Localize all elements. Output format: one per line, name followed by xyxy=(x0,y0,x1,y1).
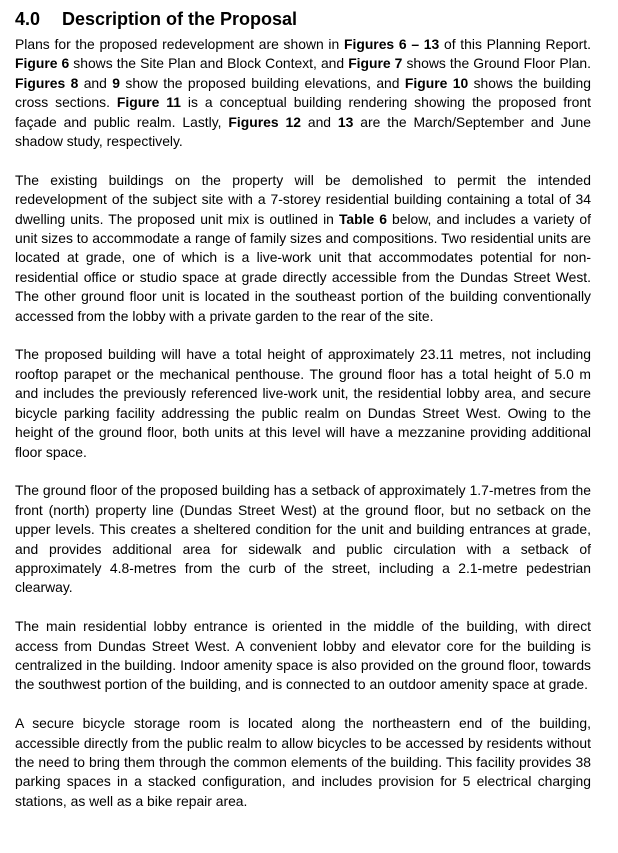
paragraph-text: shows the building cross sections. xyxy=(15,74,591,111)
paragraph-text: and xyxy=(300,113,338,130)
document-page xyxy=(15,0,591,811)
paragraph-4 xyxy=(15,481,591,597)
paragraph-text: A secure bicycle storage room is located along the northeastern end of the building, accessible directly from the public realm to allow bicycles to be accessed by residents without the need to bring them through the common elements of the building. This facility provides 38 parking spaces in a stacked configuration, and includes provision for 5 electrical charging stations, as well as a bike repair area. xyxy=(15,715,591,809)
section-number: 4.0 xyxy=(15,9,41,29)
figure-reference: Figure 11 xyxy=(116,94,181,111)
paragraph-text: Plans for the proposed redevelopment are shown in xyxy=(15,36,344,52)
paragraph-text: The existing buildings on the property will be demolished to permit the intended redevelopment of the subject site with a 7-storey residential building containing a total of 34 dwelling units. The proposed unit mix is outlined in xyxy=(15,171,591,227)
figure-reference: 13 xyxy=(337,113,354,130)
paragraph-text: The proposed building will have a total height of approximately 23.11 metres, not including rooftop parapet or the mechanical penthouse. The ground floor has a total height of 5.0 m and includes the previously referenced live-work unit, the residential lobby area, and secure bicycle parking facility addressing the public realm on Dundas Street West. Owing to the height of the ground floor, both units at this level will have a mezzanine providing additional floor space. xyxy=(15,346,591,460)
figure-reference: Figures 12 xyxy=(228,113,301,130)
figure-reference: Figure 10 xyxy=(404,74,469,91)
paragraph-text: are the March/September and June shadow study, respectively. xyxy=(15,113,591,150)
paragraph-text: and xyxy=(78,74,113,91)
paragraph-1 xyxy=(15,35,591,151)
paragraph-text: show the proposed building elevations, and xyxy=(120,74,405,91)
paragraph-text: shows the Site Plan and Block Context, and xyxy=(69,55,349,72)
paragraph-text: The main residential lobby entrance is oriented in the middle of the building, with direct access from Dundas Street West. A convenient lobby and elevator core for the building is centralized in the building. Indoor amenity space is also provided on the ground floor, towards the southwest portion of the building, and is connected to an outdoor amenity space at grade. xyxy=(15,618,591,693)
figure-reference: Figure 6 xyxy=(15,55,70,72)
paragraph-2 xyxy=(15,171,591,326)
figure-reference: Figures 6 – 13 xyxy=(343,36,440,52)
paragraph-text: below, and includes a variety of unit sizes to accommodate a range of family sizes and compositions. Two residential units are located at grade, one of which is a live-work unit that accommodates potential for non-residential office or studio space at grade directly accessible from the Dundas Street West. The other ground floor unit is located in the southeast portion of the building conventionally accessed from the lobby with a private garden to the rear of the site. xyxy=(15,210,592,324)
paragraph-6 xyxy=(15,714,591,811)
body-text xyxy=(15,35,591,811)
figure-reference: Figure 7 xyxy=(348,55,403,72)
paragraph-text: of this Planning Report. xyxy=(439,36,591,52)
figure-reference: 9 xyxy=(112,74,120,91)
paragraph-3 xyxy=(15,345,591,461)
section-title: Description of the Proposal xyxy=(62,9,298,29)
paragraph-5 xyxy=(15,617,591,695)
figure-reference: Table 6 xyxy=(338,210,387,227)
section-heading xyxy=(15,0,591,35)
paragraph-text: is a conceptual building rendering showing the proposed front façade and public realm. Lastly, xyxy=(15,94,591,130)
paragraph-text: shows the Ground Floor Plan. xyxy=(402,55,592,72)
paragraph-text: The ground floor of the proposed building has a setback of approximately 1.7-metres from the front (north) property line (Dundas Street West) at the ground floor, but no setback on the upper levels. This creates a sheltered condition for the unit and building entrances at grade, and provides additional area for sidewalk and public circulation with a setback of approximately 4.8-metres from the curb of the street, including a 2.1-metre pedestrian clearway. xyxy=(15,482,591,596)
figure-reference: Figures 8 xyxy=(15,74,79,91)
